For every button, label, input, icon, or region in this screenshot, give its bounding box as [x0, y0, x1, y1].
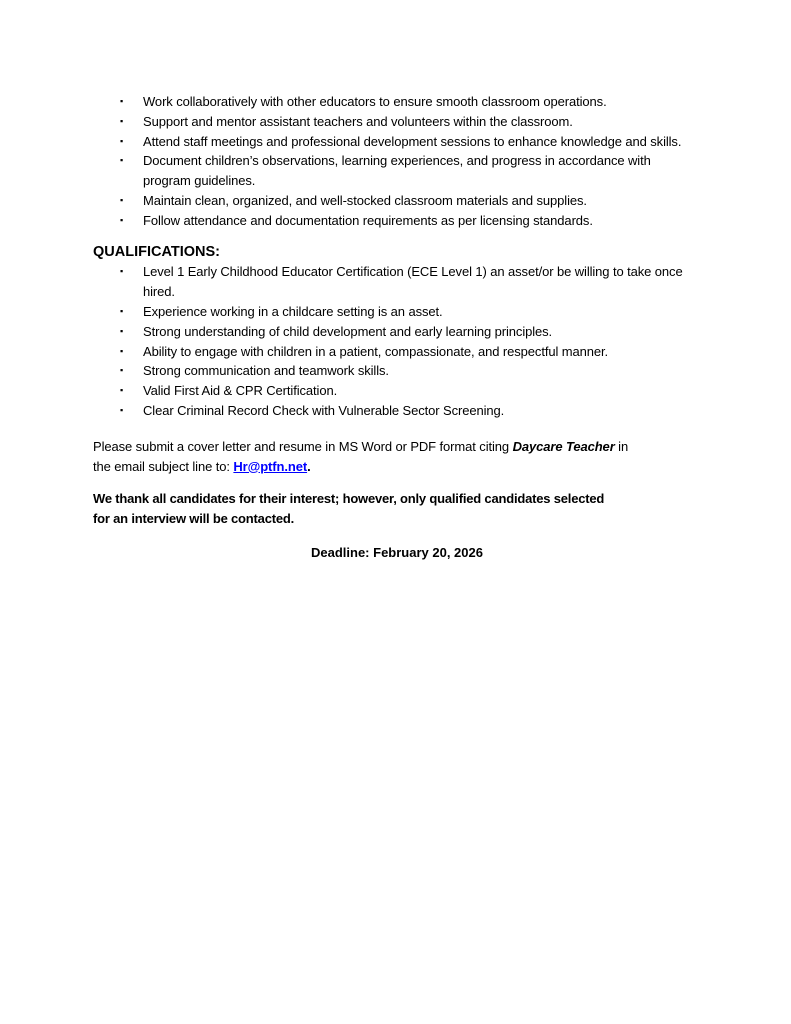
duty-text: Work collaboratively with other educators to ensure smooth classroom operations.: [143, 94, 607, 109]
bullet-icon: ▪: [120, 194, 124, 205]
bullet-icon: ▪: [120, 155, 124, 166]
bullet-icon: ▪: [120, 404, 124, 415]
qualification-text: Ability to engage with children in a patient, compassionate, and respectful manner.: [143, 343, 609, 359]
duty-text: Attend staff meetings and professional development sessions to enhance knowledge and skills.: [143, 133, 682, 149]
list-item: [93, 342, 701, 362]
bullet-icon: ▪: [120, 345, 124, 356]
qualification-text: Level 1 Early Childhood Educator Certification (ECE Level 1) an asset/or be willing to take once hired.: [143, 264, 683, 300]
list-item: [93, 92, 701, 112]
thanks-text: for an interview will be contacted.: [93, 511, 295, 527]
apply-text: Please submit a cover letter and resume in MS Word or PDF format citing: [93, 438, 513, 454]
thanks-paragraph: [93, 489, 701, 529]
duty-text: Support and mentor assistant teachers and volunteers within the classroom.: [143, 113, 573, 129]
bullet-icon: ▪: [120, 325, 124, 336]
bullet-icon: ▪: [120, 266, 124, 277]
qualification-text: Experience working in a childcare setting is an asset.: [143, 303, 443, 319]
list-item: [93, 211, 701, 231]
qualifications-heading: QUALIFICATIONS:: [93, 243, 220, 260]
job-title-citation: Daycare Teacher: [512, 438, 615, 454]
email-link[interactable]: Hr@ptfn.net: [233, 458, 308, 474]
list-item: [93, 302, 701, 322]
list-item: [93, 401, 701, 421]
bullet-icon: ▪: [120, 115, 124, 126]
qualification-text: Valid First Aid & CPR Certification.: [143, 383, 338, 399]
apply-text: the email subject line to:: [93, 458, 234, 474]
deadline-text: Deadline: February 20, 2026: [311, 544, 483, 560]
list-item: [93, 322, 701, 342]
thanks-text: We thank all candidates for their interest; however, only qualified candidates selected: [93, 491, 605, 507]
document-content: [93, 92, 701, 563]
qualification-text: Clear Criminal Record Check with Vulnerable Sector Screening.: [143, 402, 505, 418]
list-item: [93, 262, 701, 302]
list-item: [93, 381, 701, 401]
list-item: [93, 112, 701, 132]
bullet-icon: ▪: [120, 96, 124, 106]
apply-paragraph: [93, 437, 701, 477]
bullet-icon: ▪: [120, 214, 124, 225]
bullet-icon: ▪: [120, 365, 124, 376]
duty-text: Follow attendance and documentation requirements as per licensing standards.: [143, 212, 593, 228]
bullet-icon: ▪: [120, 135, 124, 146]
bullet-icon: ▪: [120, 385, 124, 396]
duty-text: Maintain clean, organized, and well-stocked classroom materials and supplies.: [143, 192, 587, 208]
duty-text: Document children’s observations, learning experiences, and progress in accordance with program guidelines.: [143, 153, 651, 189]
apply-text: .: [307, 458, 311, 474]
duties-list: [93, 92, 701, 231]
qualifications-list: [93, 262, 701, 420]
qualification-text: Strong understanding of child development and early learning principles.: [143, 323, 553, 339]
list-item: [93, 151, 701, 191]
list-item: [93, 191, 701, 211]
list-item: [93, 361, 701, 381]
list-item: [93, 132, 701, 152]
bullet-icon: ▪: [120, 305, 124, 316]
qualification-text: Strong communication and teamwork skills.: [143, 363, 389, 379]
apply-text: in: [614, 438, 629, 454]
